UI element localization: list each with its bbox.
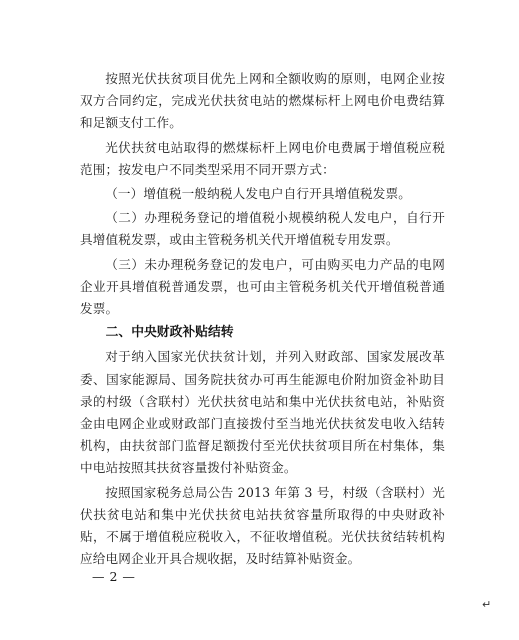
document-body (80, 68, 445, 572)
paragraph-subsidy-tax: 按照国家税务总局公告 2013 年第 3 号，村级（含联村）光伏扶贫电站和集中光伏扶贫电站扶贫容量所取得的中央财政补贴，不属于增值税应税收入，不征收增值税。光伏扶贫结转机构应给电网企业开具合规收据，及时结算补贴资金。 (80, 484, 445, 567)
paragraph-item-2: （二）办理税务登记的增值税小规模纳税人发电户，自行开具增值税发票，或由主管税务机关代开增值税专用发票。 (80, 210, 445, 248)
paragraph-subsidy-transfer: 对于纳入国家光伏扶贫计划，并列入财政部、国家发展改革委、国家能源局、国务院扶贫办可再生能源电价附加资金补助目录的村级（含联村）光伏扶贫电站和集中光伏扶贫电站，补贴资金由电网企业或财政部门直接拨付至当地光伏扶贫发电收入结转机构，由扶贫部门监督足额拨付至光伏扶贫项目所在村集体，集中电站按照其扶贫容量拨付补贴资金。 (80, 349, 445, 476)
paragraph-tax-scope: 光伏扶贫电站取得的燃煤标杆上网电价电费属于增值税应税范围；按发电户不同类型采用不同开票方式： (80, 139, 445, 177)
paragraph-item-1: （一）增值税一般纳税人发电户自行开具增值税发票。 (105, 186, 412, 202)
paragraph-mark-icon: ↵ (482, 598, 492, 611)
section-heading: 二、中央财政补贴结转 (105, 325, 234, 341)
page-number: — 2 — (92, 569, 136, 584)
paragraph-item-3: （三）未办理税务登记的发电户，可由购买电力产品的电网企业开具增值税普通发票，也可由主管税务机关代开增值税普通发票。 (80, 256, 445, 317)
paragraph-settlement: 按照光伏扶贫项目优先上网和全额收购的原则，电网企业按双方合同约定，完成光伏扶贫电站的燃煤标杆上网电价电费结算和足额支付工作。 (80, 71, 445, 131)
